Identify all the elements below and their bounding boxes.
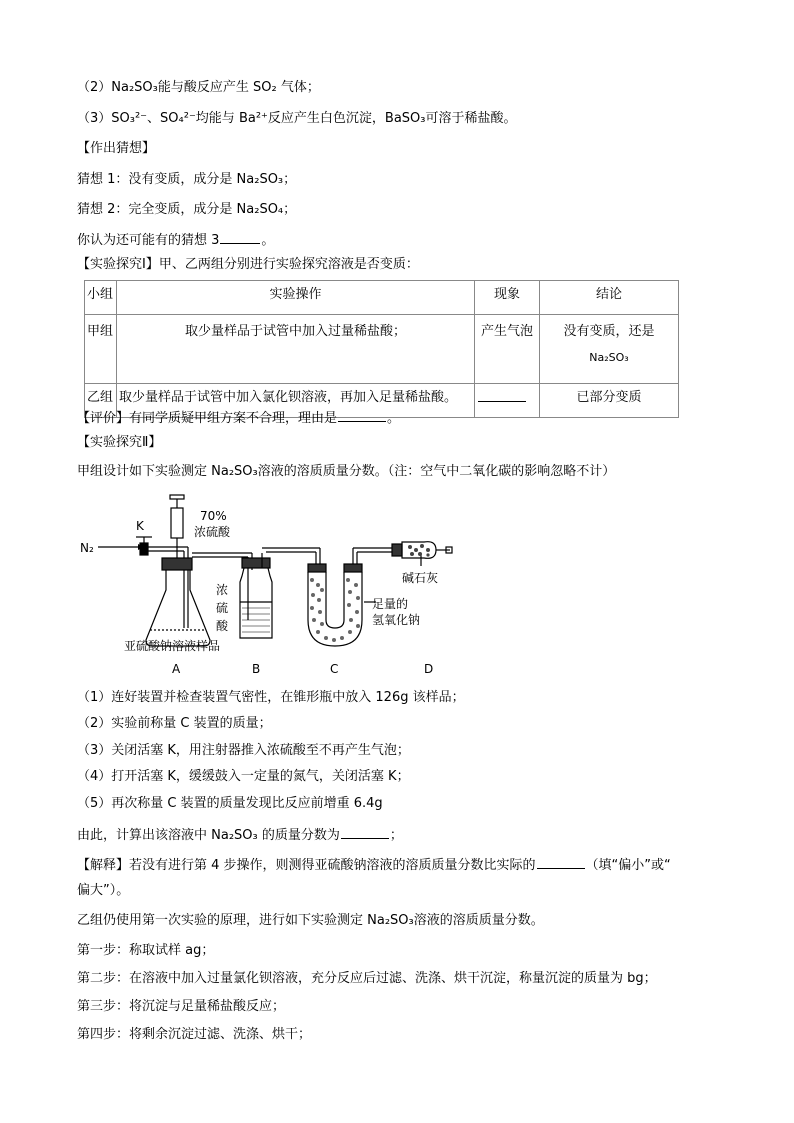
guess-3 xyxy=(77,231,274,250)
acid-name-label: 浓硫酸 xyxy=(194,525,231,539)
row1-group: 甲组 xyxy=(85,315,117,384)
step-1: （1）连好装置并检查装置气密性，在锥形瓶中放入 126g 该样品； xyxy=(77,690,465,705)
apparatus-diagram xyxy=(76,490,476,682)
acid-percent-label: 70% xyxy=(200,509,227,523)
calc-end: ； xyxy=(389,828,403,843)
group2-intro: 乙组仍使用第一次实验的原理，进行如下实验测定 Na₂SO₃溶液的溶质质量分数。 xyxy=(77,913,544,928)
info-item-3: （3）SO₃²⁻、SO₄²⁻均能与 Ba²⁺反应产生白色沉淀，BaSO₃可溶于稀盐酸。 xyxy=(77,111,517,126)
sample-label: 亚硫酸钠溶液样品 xyxy=(124,639,221,653)
b-label-2: 硫 xyxy=(216,601,229,615)
info-item-2: （2）Na₂SO₃能与酸反应产生 SO₂ 气体； xyxy=(77,80,320,95)
letter-d: D xyxy=(424,662,434,676)
guess-heading: 【作出猜想】 xyxy=(77,141,156,156)
evaluation-text: 【评价】有同学质疑甲组方案不合理，理由是 xyxy=(77,411,338,426)
step-3: （3）关闭活塞 K，用注射器推入浓硫酸至不再产生气泡； xyxy=(77,743,410,758)
row1-conclusion-line2: Na₂SO₃ xyxy=(589,351,629,364)
group2-step-1: 第一步：称取试样 ag； xyxy=(77,943,215,958)
exp2-intro: 甲组设计如下实验测定 Na₂SO₃溶液的溶质质量分数。（注：空气中二氧化碳的影响忽略不计） xyxy=(77,464,616,479)
stopcock-k-label: K xyxy=(136,519,144,533)
step-5: （5）再次称量 C 装置的质量发现比反应前增重 6.4g xyxy=(77,796,383,811)
naoh-label-1: 足量的 xyxy=(372,597,409,611)
calc-line xyxy=(77,826,403,845)
b-label-1: 浓 xyxy=(216,583,229,597)
soda-lime-granules xyxy=(408,544,430,557)
row1-phenomenon: 产生气泡 xyxy=(475,315,540,384)
row1-conclusion-line1: 没有变质，还是 xyxy=(563,324,655,339)
experiment-table xyxy=(84,280,679,418)
header-group: 小组 xyxy=(85,281,117,315)
guess-2: 猜想 2：完全变质，成分是 Na₂SO₄； xyxy=(77,202,297,217)
answer-blank-guess3[interactable] xyxy=(220,231,260,244)
row1-conclusion xyxy=(540,315,679,384)
n2-label: N₂ xyxy=(80,541,94,555)
guess-3-text: 你认为还可能有的猜想 3 xyxy=(77,233,220,248)
row2-operation: 取少量样品于试管中加入氯化钡溶液，再加入足量稀盐酸。 xyxy=(117,384,475,418)
letter-a: A xyxy=(172,662,181,676)
group2-step-4: 第四步：将剩余沉淀过滤、洗涤、烘干； xyxy=(77,1027,312,1042)
header-phenomenon: 现象 xyxy=(475,281,540,315)
explain-line xyxy=(77,856,671,875)
answer-blank-reason[interactable] xyxy=(338,409,386,422)
step-4: （4）打开活塞 K，缓缓鼓入一定量的氮气，关闭活塞 K； xyxy=(77,769,410,784)
row1-operation: 取少量样品于试管中加入过量稀盐酸； xyxy=(117,315,475,384)
soda-lime-label: 碱石灰 xyxy=(402,571,439,585)
naoh-granules xyxy=(310,578,360,642)
guess-1: 猜想 1：没有变质，成分是 Na₂SO₃； xyxy=(77,172,297,187)
letter-b: B xyxy=(252,662,261,676)
row2-phenomenon xyxy=(475,384,540,418)
table-row xyxy=(85,315,679,384)
b-label-3: 酸 xyxy=(216,619,229,633)
step-2: （2）实验前称量 C 装置的质量； xyxy=(77,716,272,731)
naoh-label-2: 氢氧化钠 xyxy=(372,613,421,627)
guess-3-end: 。 xyxy=(261,233,275,248)
explain-line-2: 偏大”）。 xyxy=(77,883,130,898)
answer-blank-mass-fraction[interactable] xyxy=(341,826,389,839)
calc-text: 由此，计算出该溶液中 Na₂SO₃ 的质量分数为 xyxy=(77,828,340,843)
exp1-heading: 【实验探究Ⅰ】甲、乙两组分别进行实验探究溶液是否变质： xyxy=(77,257,419,272)
explain-text: 【解释】若没有进行第 4 步操作，则测得亚硫酸钠溶液的溶质质量分数比实际的 xyxy=(77,858,536,873)
row2-conclusion: 已部分变质 xyxy=(540,384,679,418)
header-conclusion: 结论 xyxy=(540,281,679,315)
answer-blank-explain[interactable] xyxy=(537,856,585,869)
answer-blank-phenomenon[interactable] xyxy=(478,389,526,402)
explain-hint: （填“偏小”或“ xyxy=(585,858,671,873)
group2-step-2: 第二步：在溶液中加入过量氯化钡溶液，充分反应后过滤、洗涤、烘干沉淀，称量沉淀的质量为 bg； xyxy=(77,971,657,986)
table-header-row xyxy=(85,281,679,315)
evaluation-end: 。 xyxy=(387,411,401,426)
letter-c: C xyxy=(330,662,339,676)
row2-group: 乙组 xyxy=(85,384,117,418)
evaluation-line xyxy=(77,409,400,428)
header-operation: 实验操作 xyxy=(117,281,475,315)
group2-step-3: 第三步：将沉淀与足量稀盐酸反应； xyxy=(77,999,286,1014)
exp2-heading: 【实验探究Ⅱ】 xyxy=(77,435,162,450)
